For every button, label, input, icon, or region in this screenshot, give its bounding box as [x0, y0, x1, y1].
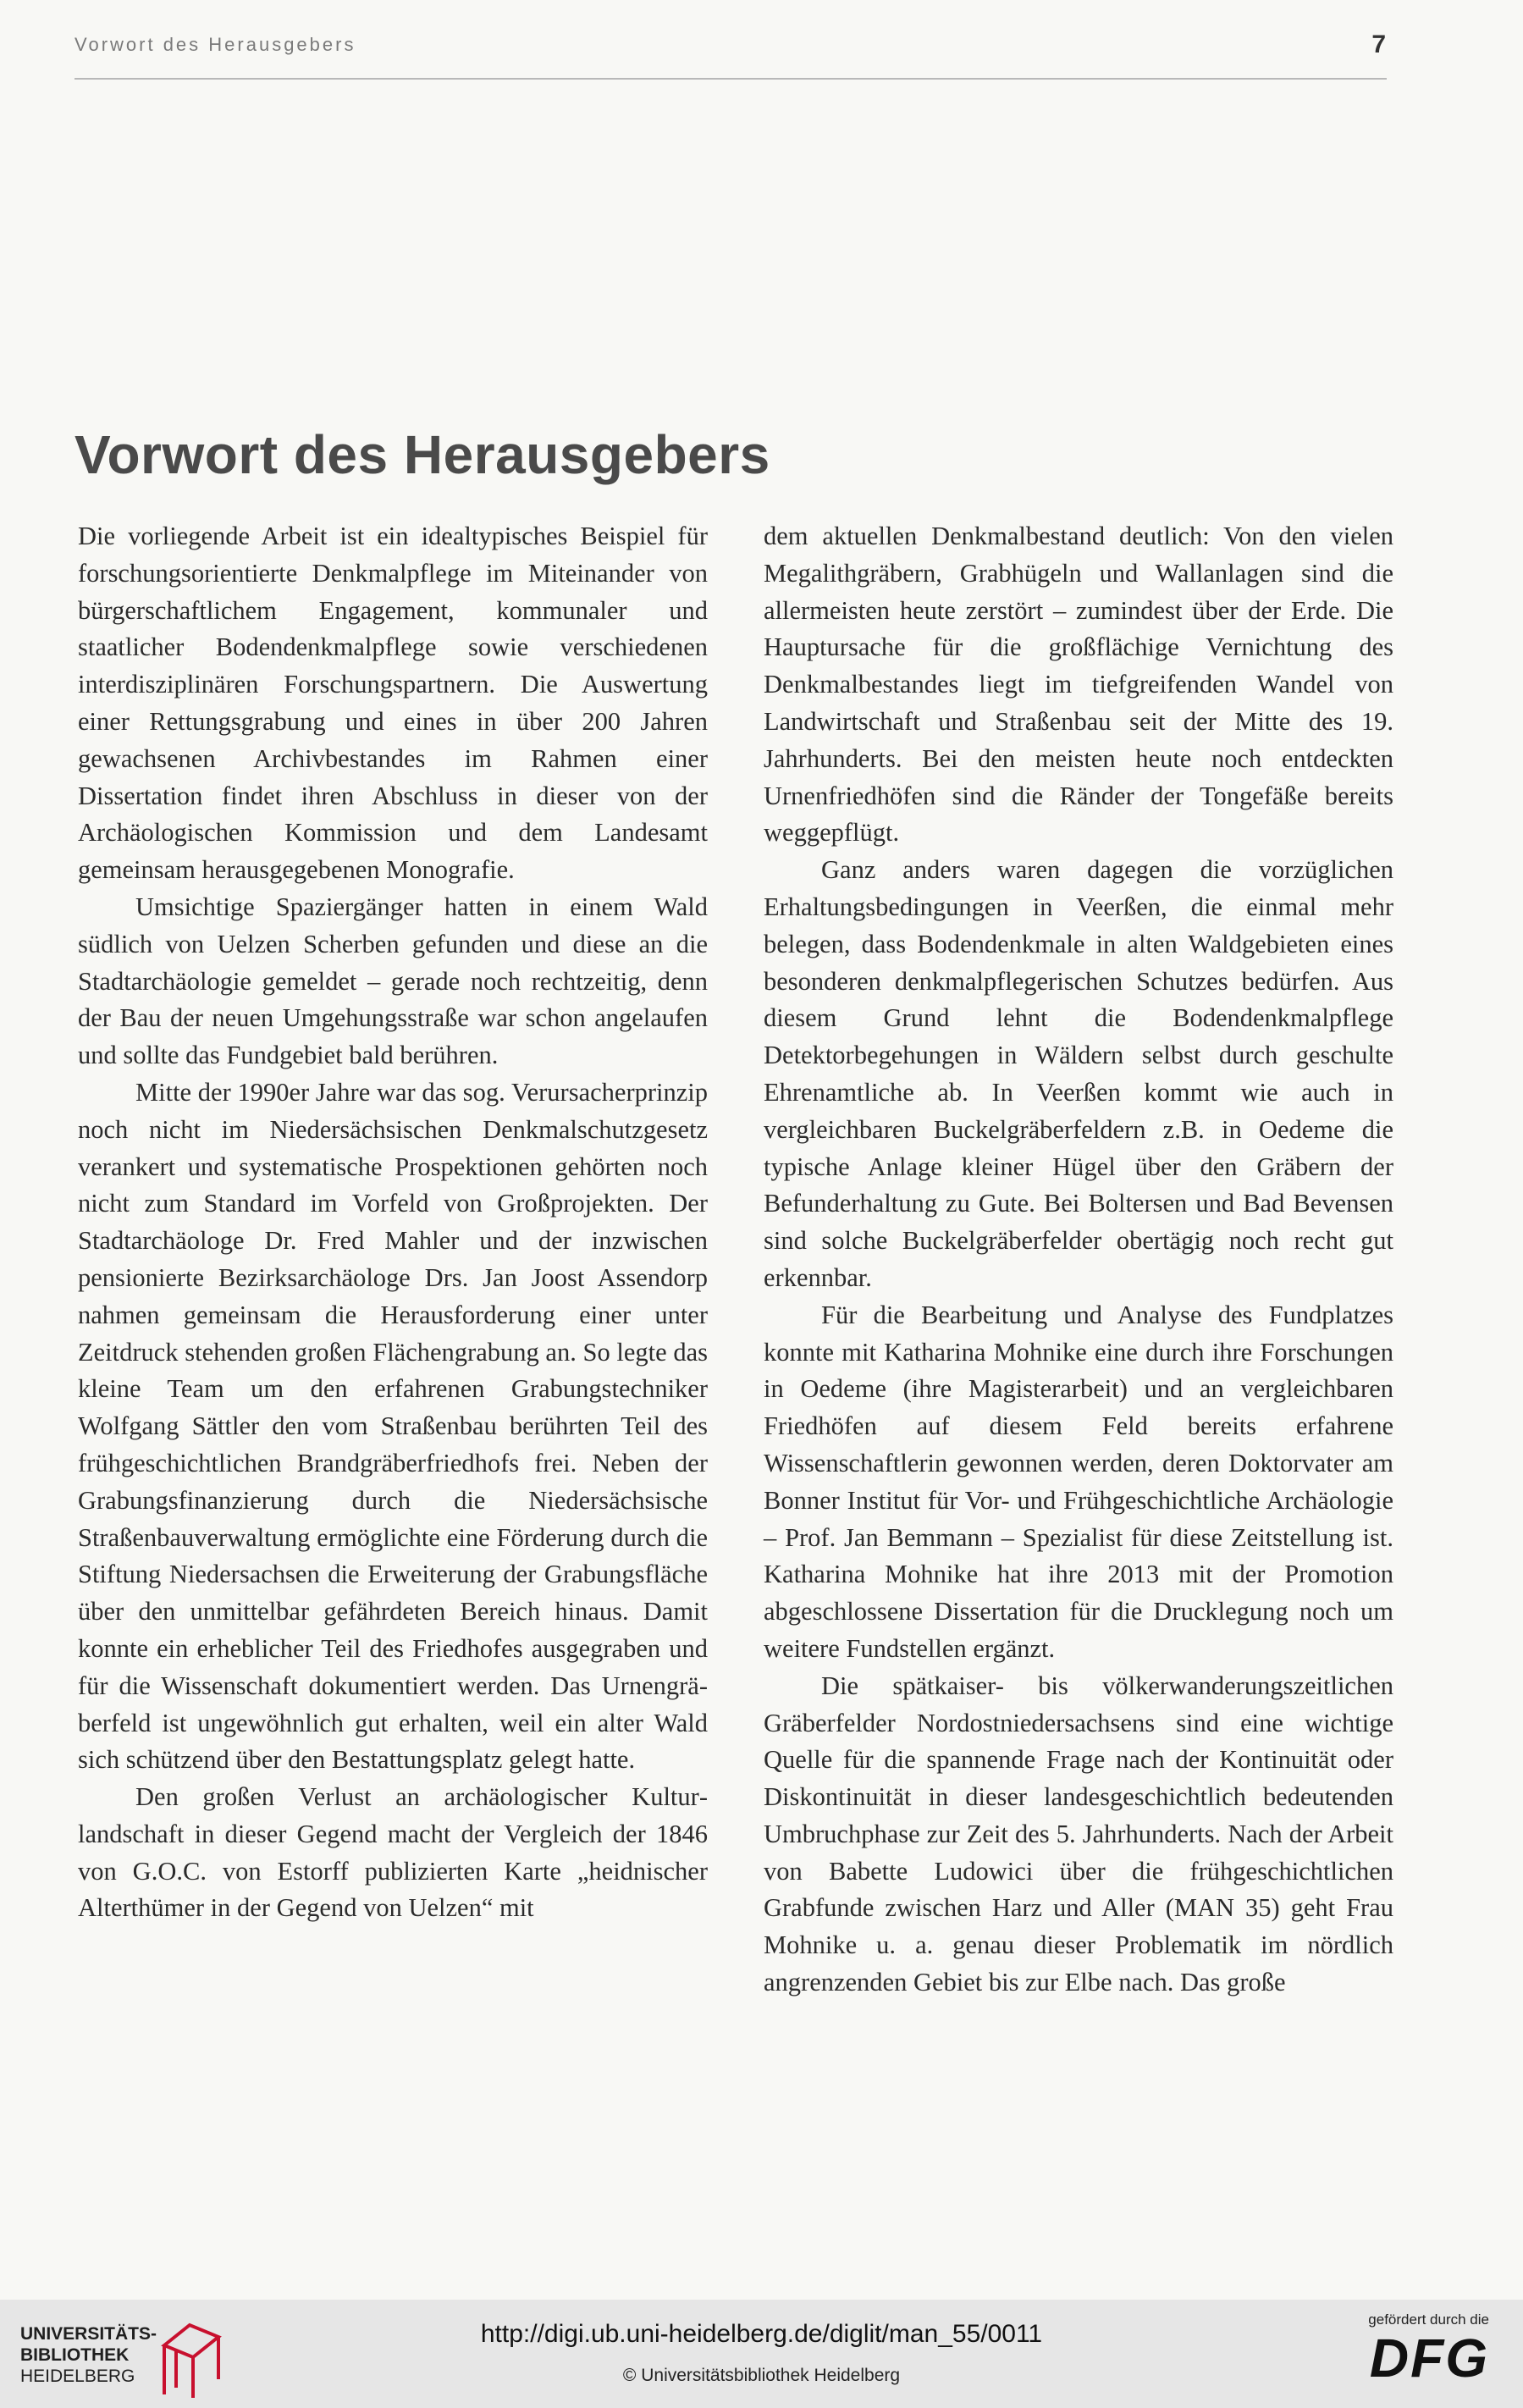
- paragraph: Ganz anders waren dagegen die vorzüglichen Erhaltungsbedingungen in Veerßen, die einmal mehr belegen, dass Bodendenkmale in alten Waldgebieten eines besonderen denkmalpflegerischen Schutzes bedürfen. Aus diesem Grund lehnt die Bodendenkmalpflege Detektorbegehungen in Wäldern selbst durch geschulte Ehrenamtliche ab. In Veerßen kommt wie auch in vergleichbaren Buckelgräberfeldern z.B. in Oedeme die typische Anlage kleiner Hügel über den Gräbern der Befunderhaltung zu Gute. Bei Boltersen und Bad Bevensen sind solche Buckelgräberfelder obertägig noch recht gut erkennbar.: [764, 855, 1393, 1292]
- paragraph: dem aktuellen Denkmalbestand deutlich: Von den vielen Megalithgräbern, Grabhügeln und Wallanlagen sind die allermeisten heute zerstört – zumindest über der Erde. Die Hauptursache für die großflächige Vernichtung des Denkmalbestandes liegt im tiefgreifenden Wandel von Landwirtschaft und Straßenbau seit der Mitte des 19. Jahrhunderts. Bei den meisten heute noch entdeckten Urnenfriedhöfen sind die Ränder der Tongefäße bereits weggepflügt.: [764, 522, 1393, 848]
- library-name-line1: UNIVERSITÄTS-: [20, 2324, 157, 2344]
- copyright-notice: © Universitätsbibliothek Heidelberg: [622, 2366, 901, 2385]
- funding-note: gefördert durch die: [1368, 2311, 1489, 2328]
- paragraph: Die vorliegende Arbeit ist ein idealtypisches Beispiel für forschungsorientierte Denkmalpflege im Miteinander von bürgerschaftlichem Engagement, kommunaler und staatlicher Bodendenkmalpflege sowie verschiedenen interdisziplinären Forschungspartnern. Die Auswertung einer Rettungsgrabung und eines in über 200 Jahren gewachsenen Archivbestandes im Rahmen einer Dissertation findet ihren Abschluss in dieser von der Archäologischen Kommission und dem Landesamt gemeinsam herausgegebenen Monografie.: [78, 522, 708, 885]
- library-name-line2: BIBLIOTHEK: [20, 2345, 130, 2365]
- library-name-line3: HEIDELBERG: [20, 2367, 135, 2386]
- paragraph: Mitte der 1990er Jahre war das sog. Verursacherprinzip noch nicht im Niedersächsischen Denkmalschutzgesetz verankert und systematische Prospektionen gehörten noch nicht zum Standard im Vorfeld von Großprojekten. Der Stadtarchäologe Dr. Fred Mahler und der inzwischen pensionierte Bezirksarchäologe Drs. Jan Joost Assendorp nahmen gemeinsam die Herausforderung einer unter Zeitdruck stehenden großen Flächengrabung an. So legte das kleine Team um den erfahrenen Grabungstechniker Wolfgang Sättler den vom Straßenbau berührten Teil des frühgeschichtlichen Brandgräberfriedhofs frei. Neben der Grabungsfinanzierung durch die Niedersächsische Straßenbauverwaltung ermöglichte eine Förderung durch die Stiftung Niedersachsen die Erweiterung der Grabungsfläche über den unmittelbar gefährdeten Bereich hinaus. Damit konnte ein erheblicher Teil des Friedhofes ausgegraben und für die Wissenschaft dokumentiert werden. Das Urnengräberfeld ist ungewöhnlich gut erhalten, weil ein alter Wald sich schützend über den Bestattungsplatz gelegt hatte.: [78, 1077, 708, 1775]
- left-column: [78, 518, 708, 1927]
- funder-block: [1328, 2311, 1489, 2388]
- digitization-footer: [0, 2300, 1523, 2408]
- chapter-title: Vorwort des Herausgebers: [74, 424, 770, 485]
- running-head: Vorwort des Herausgebers: [74, 34, 356, 55]
- paragraph: Umsichtige Spaziergänger hatten in einem Wald südlich von Uelzen Scherben gefunden und diese an die Stadtarchäologie gemeldet – gerade noch rechtzeitig, denn der Bau der neuen Umgehungsstraße war schon angelaufen und sollte das Fundgebiet bald berühren.: [78, 892, 708, 1070]
- header-rule: [74, 78, 1387, 80]
- dfg-logo[interactable]: DFG: [1369, 2328, 1489, 2389]
- page-number: 7: [1371, 30, 1386, 58]
- paragraph: Für die Bearbeitung und Analyse des Fundplatzes konnte mit Katharina Mohnike eine durch ihre Forschungen in Oedeme (ihre Magisterarbeit) und an vergleichbaren Friedhöfen auf diesem Feld bereits erfahrene Wissenschaftlerin gewonnen werden, deren Doktorvater am Bonner Institut für Vor- und Frühgeschichtliche Archäologie – Prof. Jan Bemmann – Spezialist für diese Zeitstellung ist. Katharina Mohnike hat ihre 2013 mit der Promotion abgeschlossene Dissertation für die Drucklegung noch um weitere Fundstellen ergänzt.: [764, 1300, 1393, 1663]
- paragraph: Die spätkaiser- bis völkerwanderungszeitlichen Gräberfelder Nordostniedersachsens sind eine wichtige Quelle für die spannende Frage nach der Kontinuität oder Diskontinuität in dieser landesgeschichtlich bedeutenden Umbruchphase zur Zeit des 5. Jahrhunderts. Nach der Arbeit von Babette Ludowici über die frühgeschichtlichen Grabfunde zwischen Harz und Aller (MAN 35) geht Frau Mohnike u. a. genau dieser Problematik im nördlich angrenzenden Gebiet bis zur Elbe nach. Das große: [764, 1671, 1393, 1997]
- source-url-link[interactable]: http://digi.ub.uni-heidelberg.de/diglit/man_55/0011: [480, 2320, 1043, 2348]
- right-column: [764, 518, 1393, 2002]
- paragraph: Den großen Verlust an archäologischer Kulturlandschaft in dieser Gegend macht der Vergleich der 1846 von G.O.C. von Estorff publizierten Karte „heidnischer Alterthümer in der Gegend von Uelzen“ mit: [78, 1782, 708, 1923]
